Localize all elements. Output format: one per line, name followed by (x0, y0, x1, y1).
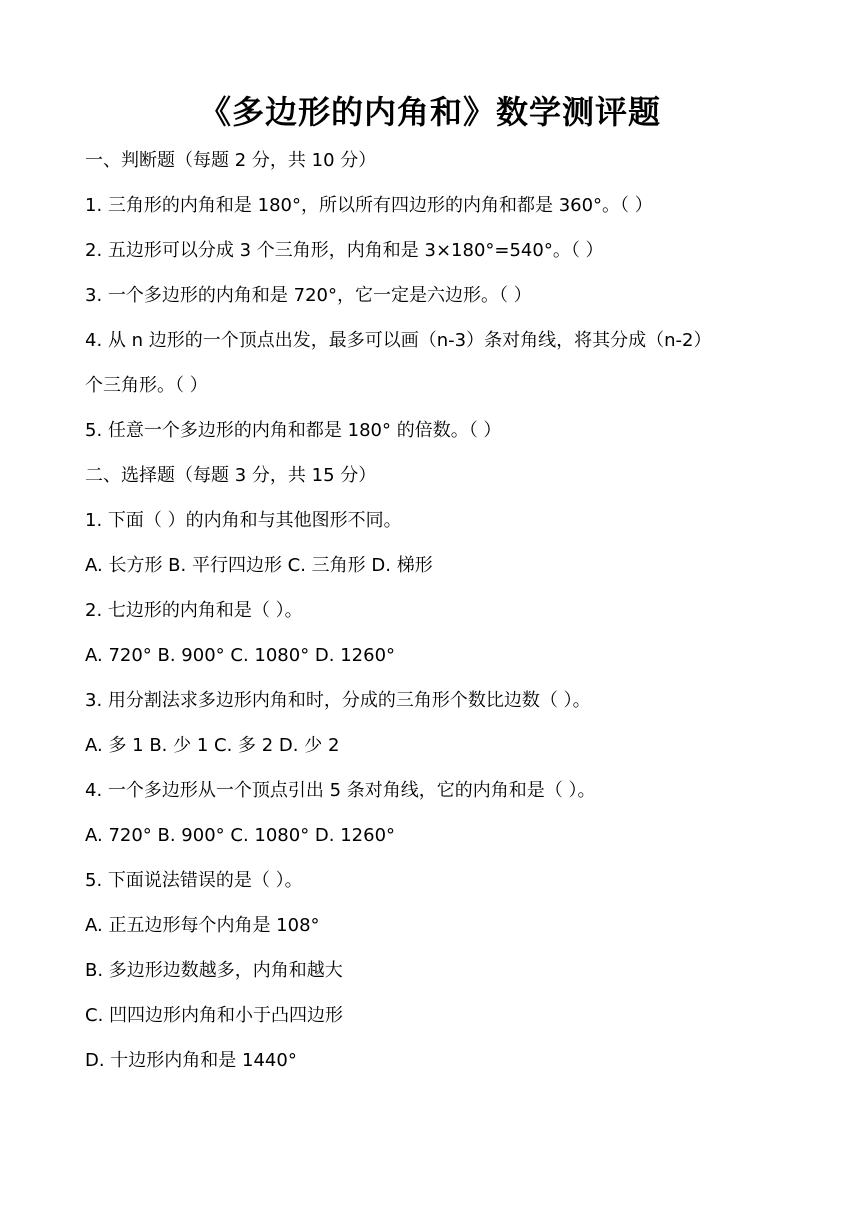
section-heading-true-false: 一、判断题（每题 2 分，共 10 分） (85, 150, 377, 171)
question-line: 个三角形。（ ） (85, 375, 208, 396)
option-line: C. 凹四边形内角和小于凸四边形 (85, 1005, 344, 1026)
question-line: 5. 下面说法错误的是（ ）。 (85, 870, 303, 891)
option-line: A. 720° B. 900° C. 1080° D. 1260° (85, 825, 396, 846)
question-line: 2. 五边形可以分成 3 个三角形，内角和是 3×180°=540°。（ ） (85, 240, 604, 261)
option-line: D. 十边形内角和是 1440° (85, 1050, 297, 1071)
question-line: 4. 一个多边形从一个顶点引出 5 条对角线，它的内角和是（ ）。 (85, 780, 596, 801)
question-line: 3. 用分割法求多边形内角和时，分成的三角形个数比边数（ ）。 (85, 690, 591, 711)
option-line: A. 正五边形每个内角是 108° (85, 915, 320, 936)
page-title: 《多边形的内角和》数学测评题 (198, 93, 661, 131)
question-line: 3. 一个多边形的内角和是 720°，它一定是六边形。（ ） (85, 285, 532, 306)
option-line: A. 多 1 B. 少 1 C. 多 2 D. 少 2 (85, 735, 340, 756)
option-line: A. 长方形 B. 平行四边形 C. 三角形 D. 梯形 (85, 555, 433, 576)
question-line: 4. 从 n 边形的一个顶点出发，最多可以画（n-3）条对角线，将其分成（n-2） (85, 330, 712, 351)
section-heading-multiple-choice: 二、选择题（每题 3 分，共 15 分） (85, 465, 377, 486)
option-line: A. 720° B. 900° C. 1080° D. 1260° (85, 645, 396, 666)
option-line: B. 多边形边数越多，内角和越大 (85, 960, 343, 981)
question-line: 1. 下面（ ）的内角和与其他图形不同。 (85, 510, 402, 531)
question-line: 2. 七边形的内角和是（ ）。 (85, 600, 303, 621)
question-line: 5. 任意一个多边形的内角和都是 180° 的倍数。（ ） (85, 420, 502, 441)
question-line: 1. 三角形的内角和是 180°，所以所有四边形的内角和都是 360°。（ ） (85, 195, 653, 216)
